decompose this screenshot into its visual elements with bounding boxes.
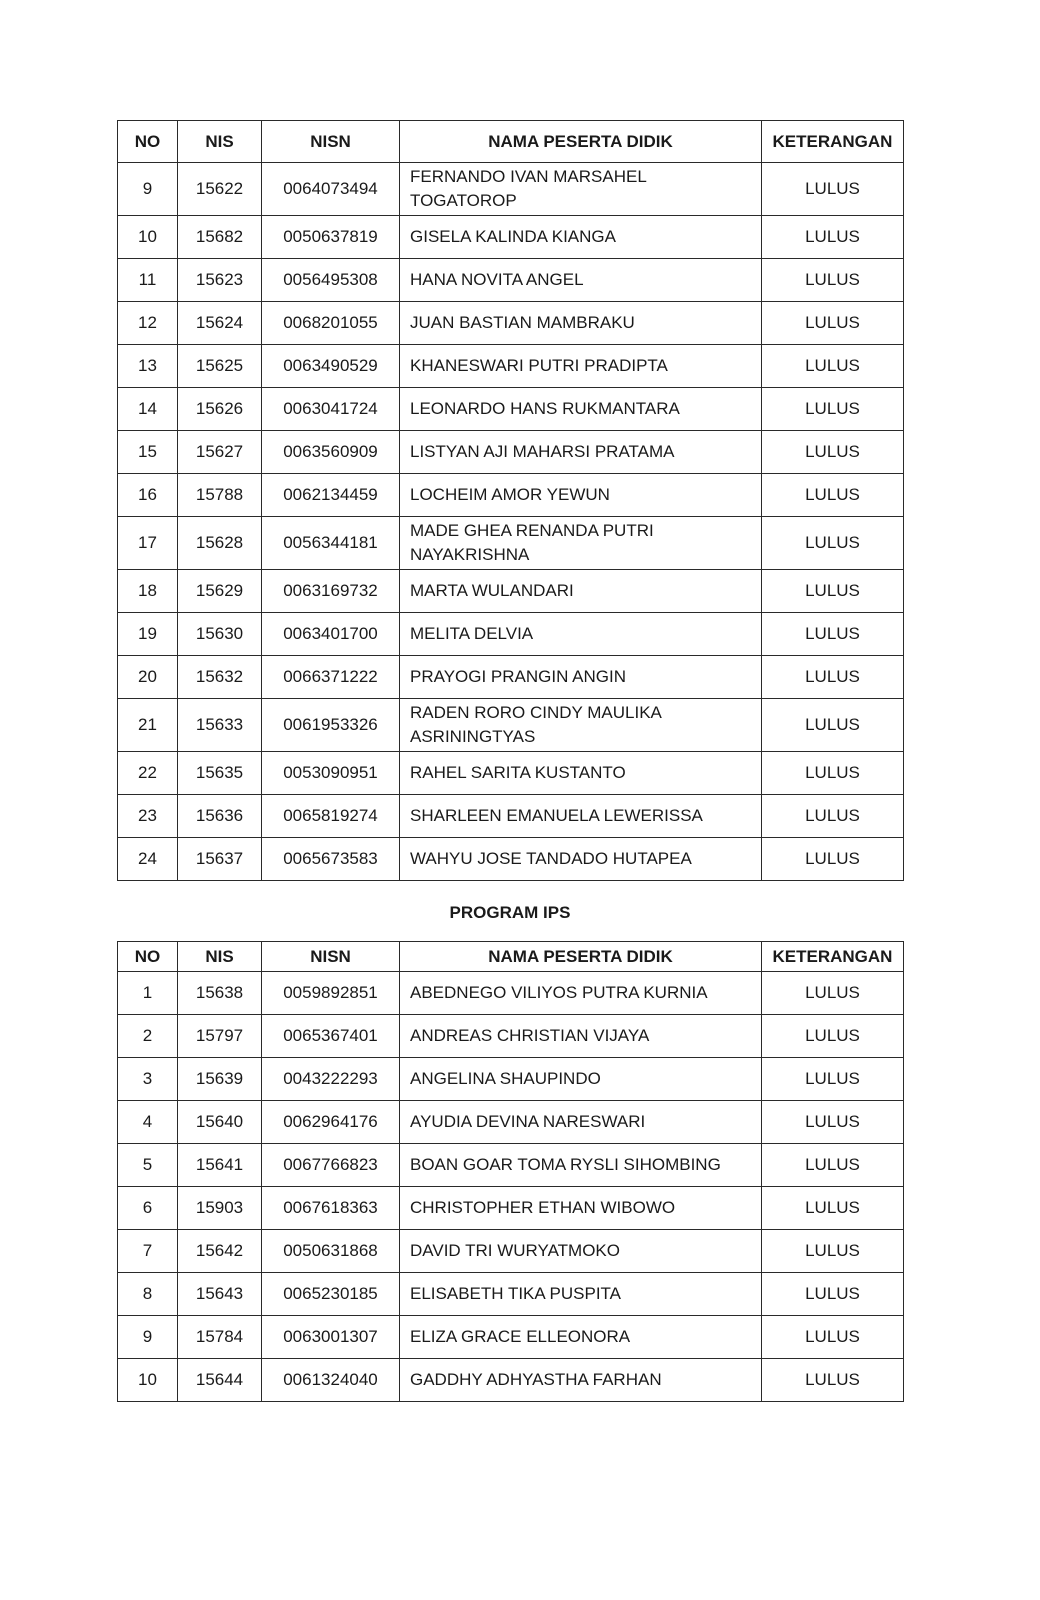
section-title-program-ips: PROGRAM IPS [449,903,571,922]
cell-student-name: RAHEL SARITA KUSTANTO [400,752,762,795]
header-keterangan: KETERANGAN [762,942,904,972]
cell-no: 21 [118,699,178,752]
cell-no: 10 [118,216,178,259]
table-row [118,345,904,388]
cell-nisn: 0056495308 [262,259,400,302]
cell-nisn: 0063041724 [262,388,400,431]
cell-student-name: CHRISTOPHER ETHAN WIBOWO [400,1187,762,1230]
cell-no: 19 [118,613,178,656]
header-nis: NIS [178,121,262,163]
cell-nisn: 0068201055 [262,302,400,345]
table-row [118,163,904,216]
cell-student-name: ELIZA GRACE ELLEONORA [400,1316,762,1359]
cell-keterangan: LULUS [762,570,904,613]
cell-student-name: GADDHY ADHYASTHA FARHAN [400,1359,762,1402]
cell-nis: 15629 [178,570,262,613]
cell-nisn: 0063169732 [262,570,400,613]
cell-keterangan: LULUS [762,517,904,570]
cell-nis: 15628 [178,517,262,570]
cell-nis: 15630 [178,613,262,656]
cell-no: 20 [118,656,178,699]
cell-nis: 15797 [178,1015,262,1058]
cell-no: 13 [118,345,178,388]
table-row [118,259,904,302]
cell-keterangan: LULUS [762,259,904,302]
cell-nisn: 0053090951 [262,752,400,795]
cell-student-name: MARTA WULANDARI [400,570,762,613]
cell-nis: 15784 [178,1316,262,1359]
cell-student-name: RADEN RORO CINDY MAULIKA ASRININGTYAS [400,699,762,752]
cell-keterangan: LULUS [762,388,904,431]
cell-nisn: 0050631868 [262,1230,400,1273]
cell-no: 2 [118,1015,178,1058]
cell-keterangan: LULUS [762,613,904,656]
cell-nisn: 0061324040 [262,1359,400,1402]
cell-student-name: JUAN BASTIAN MAMBRAKU [400,302,762,345]
cell-keterangan: LULUS [762,1230,904,1273]
table-row [118,216,904,259]
cell-nisn: 0061953326 [262,699,400,752]
table-row [118,1058,904,1101]
cell-no: 1 [118,972,178,1015]
cell-no: 6 [118,1187,178,1230]
cell-no: 5 [118,1144,178,1187]
cell-keterangan: LULUS [762,1058,904,1101]
cell-keterangan: LULUS [762,1359,904,1402]
cell-student-name: MELITA DELVIA [400,613,762,656]
cell-keterangan: LULUS [762,302,904,345]
table-row [118,1359,904,1402]
cell-no: 18 [118,570,178,613]
cell-keterangan: LULUS [762,1273,904,1316]
cell-keterangan: LULUS [762,972,904,1015]
table-row [118,613,904,656]
table-row [118,1273,904,1316]
cell-no: 16 [118,474,178,517]
cell-student-name: ANGELINA SHAUPINDO [400,1058,762,1101]
cell-nis: 15638 [178,972,262,1015]
table-row [118,1144,904,1187]
header-nisn: NISN [262,121,400,163]
cell-no: 9 [118,163,178,216]
cell-nisn: 0063490529 [262,345,400,388]
cell-keterangan: LULUS [762,1144,904,1187]
table-row [118,972,904,1015]
cell-student-name: SHARLEEN EMANUELA LEWERISSA [400,795,762,838]
cell-no: 3 [118,1058,178,1101]
table-row [118,517,904,570]
cell-nisn: 0056344181 [262,517,400,570]
cell-keterangan: LULUS [762,795,904,838]
cell-keterangan: LULUS [762,1187,904,1230]
table-row [118,1187,904,1230]
table-row [118,388,904,431]
cell-nis: 15635 [178,752,262,795]
cell-nis: 15623 [178,259,262,302]
cell-no: 7 [118,1230,178,1273]
table-header-row [118,942,904,972]
table-row [118,795,904,838]
header-nisn: NISN [262,942,400,972]
cell-keterangan: LULUS [762,752,904,795]
table-row [118,570,904,613]
header-name: NAMA PESERTA DIDIK [400,942,762,972]
cell-nisn: 0043222293 [262,1058,400,1101]
cell-nisn: 0062964176 [262,1101,400,1144]
cell-keterangan: LULUS [762,699,904,752]
cell-nis: 15642 [178,1230,262,1273]
cell-nisn: 0065673583 [262,838,400,881]
cell-nisn: 0063001307 [262,1316,400,1359]
header-no: NO [118,942,178,972]
cell-no: 14 [118,388,178,431]
cell-no: 12 [118,302,178,345]
cell-no: 9 [118,1316,178,1359]
student-table-program-ips [117,941,904,1402]
student-table-continued [117,120,904,881]
cell-nisn: 0066371222 [262,656,400,699]
cell-nis: 15639 [178,1058,262,1101]
cell-no: 24 [118,838,178,881]
cell-nis: 15632 [178,656,262,699]
cell-nisn: 0063560909 [262,431,400,474]
cell-no: 11 [118,259,178,302]
table-row [118,1015,904,1058]
cell-keterangan: LULUS [762,216,904,259]
table-row [118,656,904,699]
cell-nis: 15637 [178,838,262,881]
cell-keterangan: LULUS [762,656,904,699]
cell-student-name: AYUDIA DEVINA NARESWARI [400,1101,762,1144]
cell-nis: 15640 [178,1101,262,1144]
cell-nisn: 0050637819 [262,216,400,259]
table-row [118,1230,904,1273]
cell-student-name: MADE GHEA RENANDA PUTRI NAYAKRISHNA [400,517,762,570]
table-header-row [118,121,904,163]
cell-keterangan: LULUS [762,474,904,517]
table-row [118,1101,904,1144]
table-row [118,838,904,881]
cell-nisn: 0065230185 [262,1273,400,1316]
cell-nisn: 0064073494 [262,163,400,216]
cell-keterangan: LULUS [762,838,904,881]
cell-student-name: HANA NOVITA ANGEL [400,259,762,302]
cell-nisn: 0062134459 [262,474,400,517]
cell-nis: 15636 [178,795,262,838]
cell-nisn: 0067618363 [262,1187,400,1230]
header-name: NAMA PESERTA DIDIK [400,121,762,163]
cell-student-name: LISTYAN AJI MAHARSI PRATAMA [400,431,762,474]
cell-nis: 15627 [178,431,262,474]
cell-keterangan: LULUS [762,163,904,216]
table-row [118,431,904,474]
cell-nis: 15903 [178,1187,262,1230]
cell-nisn: 0065819274 [262,795,400,838]
cell-nis: 15625 [178,345,262,388]
cell-student-name: PRAYOGI PRANGIN ANGIN [400,656,762,699]
cell-nis: 15622 [178,163,262,216]
cell-student-name: ELISABETH TIKA PUSPITA [400,1273,762,1316]
cell-nisn: 0059892851 [262,972,400,1015]
cell-nis: 15682 [178,216,262,259]
cell-student-name: WAHYU JOSE TANDADO HUTAPEA [400,838,762,881]
cell-nisn: 0067766823 [262,1144,400,1187]
header-no: NO [118,121,178,163]
cell-no: 22 [118,752,178,795]
cell-keterangan: LULUS [762,1015,904,1058]
cell-nis: 15788 [178,474,262,517]
cell-no: 23 [118,795,178,838]
cell-keterangan: LULUS [762,431,904,474]
cell-nis: 15633 [178,699,262,752]
cell-student-name: ANDREAS CHRISTIAN VIJAYA [400,1015,762,1058]
cell-keterangan: LULUS [762,345,904,388]
cell-keterangan: LULUS [762,1316,904,1359]
header-nis: NIS [178,942,262,972]
cell-keterangan: LULUS [762,1101,904,1144]
cell-student-name: LOCHEIM AMOR YEWUN [400,474,762,517]
cell-no: 17 [118,517,178,570]
cell-no: 8 [118,1273,178,1316]
header-keterangan: KETERANGAN [762,121,904,163]
cell-nis: 15644 [178,1359,262,1402]
cell-nis: 15624 [178,302,262,345]
cell-nis: 15643 [178,1273,262,1316]
table-row [118,699,904,752]
cell-student-name: GISELA KALINDA KIANGA [400,216,762,259]
table-row [118,752,904,795]
cell-nisn: 0063401700 [262,613,400,656]
table-row [118,302,904,345]
cell-student-name: LEONARDO HANS RUKMANTARA [400,388,762,431]
cell-student-name: ABEDNEGO VILIYOS PUTRA KURNIA [400,972,762,1015]
table-row [118,474,904,517]
cell-no: 4 [118,1101,178,1144]
cell-nisn: 0065367401 [262,1015,400,1058]
cell-student-name: DAVID TRI WURYATMOKO [400,1230,762,1273]
cell-student-name: BOAN GOAR TOMA RYSLI SIHOMBING [400,1144,762,1187]
table-row [118,1316,904,1359]
cell-student-name: FERNANDO IVAN MARSAHEL TOGATOROP [400,163,762,216]
cell-no: 10 [118,1359,178,1402]
cell-nis: 15626 [178,388,262,431]
cell-no: 15 [118,431,178,474]
cell-nis: 15641 [178,1144,262,1187]
cell-student-name: KHANESWARI PUTRI PRADIPTA [400,345,762,388]
